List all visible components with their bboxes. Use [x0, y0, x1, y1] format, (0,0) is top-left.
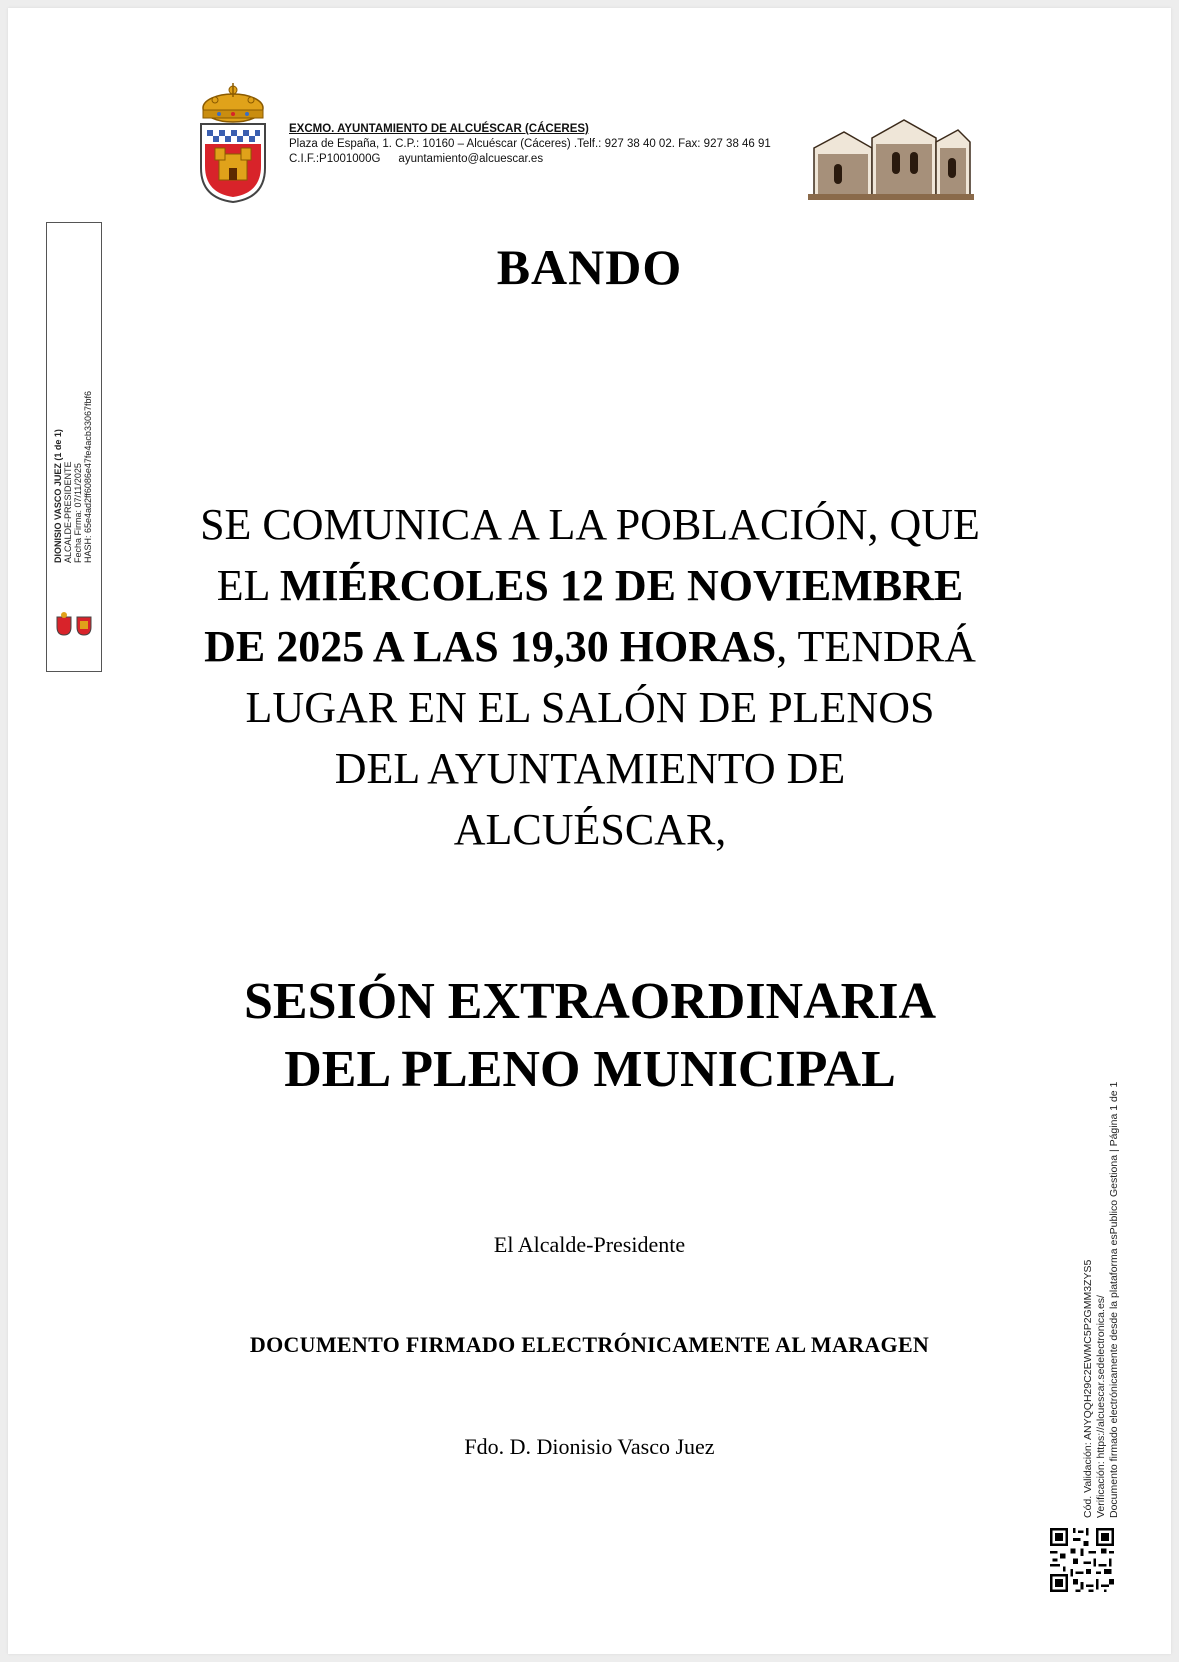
announcement-part1: SE COMUNICA A LA POBLACIÓN, QUE EL	[200, 500, 980, 610]
organization-name: EXCMO. AYUNTAMIENTO DE ALCUÉSCAR (CÁCERES)	[289, 123, 589, 135]
stamp-role: ALCALDE-PRESIDENTE	[63, 461, 73, 563]
stamp-signer: DIONISIO VASCO JUEZ (1 de 1)	[53, 429, 63, 563]
stamp-date: Fecha Firma: 07/11/2025	[73, 463, 83, 563]
organization-address: Plaza de España, 1. C.P.: 10160 – Alcuéscar (Cáceres) .Telf.: 927 38 40 02. Fax: 927 38 46 91	[289, 138, 771, 150]
session-heading	[150, 968, 1030, 1104]
validation-code: Cód. Validación: ANYQQH29C2EWMC5P2GMM3ZYS5	[1082, 1259, 1094, 1518]
validation-platform: Documento firmado electrónicamente desde la plataforma esPublico Gestiona | Página 1 de 1	[1108, 1081, 1120, 1518]
cif-email-line	[289, 152, 771, 167]
session-line-2: DEL PLENO MUNICIPAL	[284, 1041, 896, 1098]
cif: C.I.F.:P1001000G	[289, 153, 381, 165]
electronic-signature-note: DOCUMENTO FIRMADO ELECTRÓNICAMENTE AL MARAGEN	[249, 1332, 930, 1357]
announcement-text	[200, 494, 980, 860]
church-icon	[808, 108, 974, 204]
signer-role: El Alcalde-Presidente	[493, 1232, 686, 1257]
signed-by: Fdo. D. Dionisio Vasco Juez	[464, 1434, 715, 1459]
coat-of-arms-icon	[193, 80, 273, 208]
announcement-part2: , TENDRÁ LUGAR EN EL SALÓN DE PLENOS DEL AYUNTAMIENTO DE ALCUÉSCAR,	[245, 622, 976, 854]
announcement-date-time: MIÉRCOLES 12 DE NOVIEMBRE DE 2025 A LAS 19,30 HORAS	[204, 561, 964, 671]
header-info	[289, 122, 771, 167]
session-line-1: SESIÓN EXTRAORDINARIA	[243, 973, 937, 1030]
stamp-hash: HASH: 65e4ad2ff6086e47fe4acb33067fbf6	[83, 391, 93, 563]
validation-url: Verificación: https://alcuescar.sedelectronica.es/	[1095, 1295, 1107, 1518]
validation-info	[1082, 1082, 1121, 1518]
stamp-logo-icon	[55, 611, 93, 637]
signature-stamp-text	[53, 363, 93, 563]
qr-code-icon[interactable]	[1050, 1528, 1114, 1592]
email: ayuntamiento@alcuescar.es	[398, 153, 544, 165]
document-title: BANDO	[496, 239, 683, 295]
